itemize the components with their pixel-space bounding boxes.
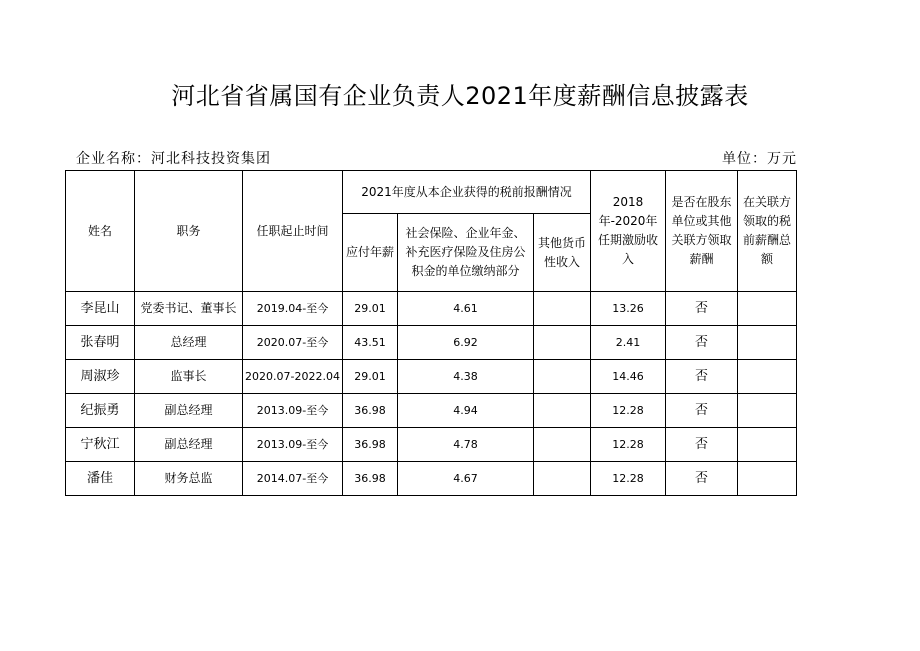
unit-label: 单位：万元 bbox=[722, 151, 797, 167]
cell-social-insurance: 4.94 bbox=[398, 394, 534, 428]
cell-incentive: 12.28 bbox=[591, 394, 666, 428]
header-position: 职务 bbox=[135, 171, 243, 292]
header-affiliate-paid: 是否在股东单位或其他关联方领取薪酬 bbox=[666, 171, 738, 292]
cell-name: 张春明 bbox=[66, 326, 135, 360]
cell-term: 2013.09-至今 bbox=[243, 428, 343, 462]
table-row bbox=[66, 292, 797, 326]
table-row bbox=[66, 394, 797, 428]
cell-annual-salary: 43.51 bbox=[343, 326, 398, 360]
cell-position: 财务总监 bbox=[135, 462, 243, 496]
cell-other-income bbox=[534, 428, 591, 462]
header-name: 姓名 bbox=[66, 171, 135, 292]
cell-affiliate-paid: 否 bbox=[666, 326, 738, 360]
cell-annual-salary: 29.01 bbox=[343, 360, 398, 394]
cell-position: 副总经理 bbox=[135, 428, 243, 462]
cell-annual-salary: 36.98 bbox=[343, 462, 398, 496]
cell-position: 监事长 bbox=[135, 360, 243, 394]
header-compensation-group: 2021年度从本企业获得的税前报酬情况 bbox=[343, 171, 591, 214]
cell-position: 副总经理 bbox=[135, 394, 243, 428]
cell-social-insurance: 4.78 bbox=[398, 428, 534, 462]
cell-affiliate-paid: 否 bbox=[666, 428, 738, 462]
cell-name: 宁秋江 bbox=[66, 428, 135, 462]
cell-affiliate-amount bbox=[738, 462, 797, 496]
header-incentive: 2018年-2020年任期激励收入 bbox=[591, 171, 666, 292]
cell-other-income bbox=[534, 292, 591, 326]
cell-incentive: 12.28 bbox=[591, 428, 666, 462]
table-row bbox=[66, 462, 797, 496]
cell-affiliate-paid: 否 bbox=[666, 292, 738, 326]
table-row bbox=[66, 428, 797, 462]
cell-name: 潘佳 bbox=[66, 462, 135, 496]
cell-affiliate-amount bbox=[738, 292, 797, 326]
cell-affiliate-amount bbox=[738, 326, 797, 360]
company-name: 企业名称：河北科技投资集团 bbox=[76, 151, 271, 167]
cell-position: 党委书记、董事长 bbox=[135, 292, 243, 326]
header-other-income: 其他货币性收入 bbox=[534, 214, 591, 292]
cell-annual-salary: 29.01 bbox=[343, 292, 398, 326]
cell-social-insurance: 4.61 bbox=[398, 292, 534, 326]
cell-social-insurance: 6.92 bbox=[398, 326, 534, 360]
cell-other-income bbox=[534, 462, 591, 496]
header-term: 任职起止时间 bbox=[243, 171, 343, 292]
header-annual-salary: 应付年薪 bbox=[343, 214, 398, 292]
cell-term: 2020.07-至今 bbox=[243, 326, 343, 360]
cell-term: 2019.04-至今 bbox=[243, 292, 343, 326]
cell-incentive: 14.46 bbox=[591, 360, 666, 394]
cell-term: 2014.07-至今 bbox=[243, 462, 343, 496]
header-affiliate-amount: 在关联方领取的税前薪酬总额 bbox=[738, 171, 797, 292]
cell-term: 2013.09-至今 bbox=[243, 394, 343, 428]
cell-affiliate-paid: 否 bbox=[666, 360, 738, 394]
table-row bbox=[66, 360, 797, 394]
cell-name: 周淑珍 bbox=[66, 360, 135, 394]
cell-incentive: 2.41 bbox=[591, 326, 666, 360]
cell-social-insurance: 4.67 bbox=[398, 462, 534, 496]
cell-other-income bbox=[534, 326, 591, 360]
cell-name: 李昆山 bbox=[66, 292, 135, 326]
cell-term: 2020.07-2022.04 bbox=[243, 360, 343, 394]
cell-position: 总经理 bbox=[135, 326, 243, 360]
cell-name: 纪振勇 bbox=[66, 394, 135, 428]
cell-affiliate-paid: 否 bbox=[666, 394, 738, 428]
page-title: 河北省省属国有企业负责人2021年度薪酬信息披露表 bbox=[171, 82, 749, 110]
cell-other-income bbox=[534, 360, 591, 394]
cell-social-insurance: 4.38 bbox=[398, 360, 534, 394]
cell-affiliate-amount bbox=[738, 360, 797, 394]
header-social-insurance: 社会保险、企业年金、补充医疗保险及住房公积金的单位缴纳部分 bbox=[398, 214, 534, 292]
cell-affiliate-paid: 否 bbox=[666, 462, 738, 496]
salary-table bbox=[65, 170, 797, 496]
cell-annual-salary: 36.98 bbox=[343, 428, 398, 462]
cell-affiliate-amount bbox=[738, 428, 797, 462]
cell-annual-salary: 36.98 bbox=[343, 394, 398, 428]
cell-affiliate-amount bbox=[738, 394, 797, 428]
table-row bbox=[66, 326, 797, 360]
cell-incentive: 12.28 bbox=[591, 462, 666, 496]
cell-incentive: 13.26 bbox=[591, 292, 666, 326]
cell-other-income bbox=[534, 394, 591, 428]
